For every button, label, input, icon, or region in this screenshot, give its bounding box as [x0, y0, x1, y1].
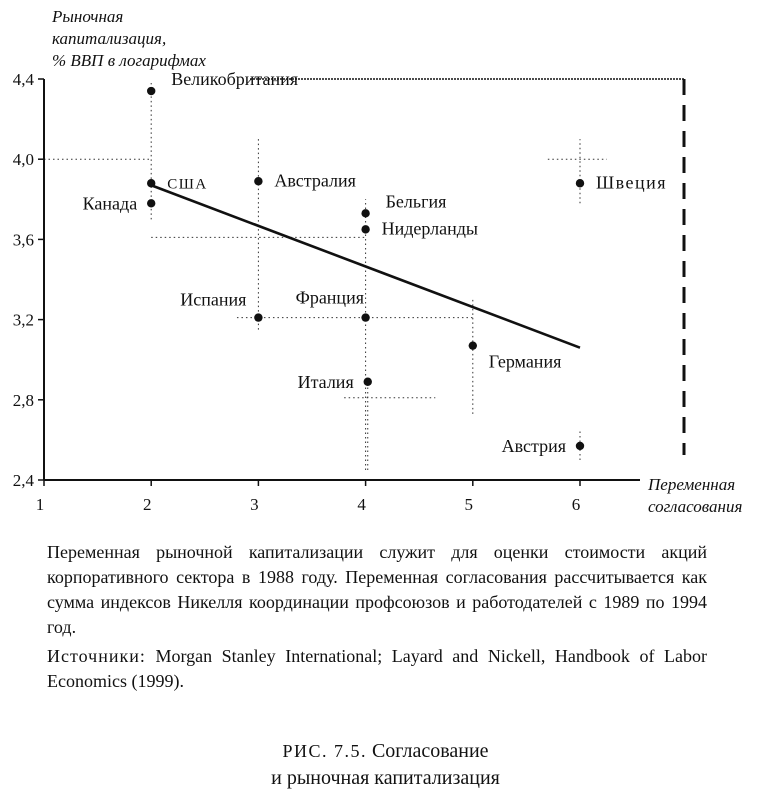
y-tick-label-5: 4,4 — [12, 70, 34, 89]
sources-label: Источники: — [47, 646, 146, 666]
sources-text: Morgan Stanley International; Layard and Nickell, Handbook of Labor Economics (1999). — [47, 646, 708, 691]
point-label-4: Бельгия — [385, 191, 447, 212]
figure-title-line-1: Согласование — [371, 740, 489, 762]
data-point-5 — [361, 225, 369, 233]
figure-caption — [47, 540, 707, 698]
caption-note: Переменная рыночной капитализации служит для оценки стоимости акций корпоративного сектора в 1988 году. Переменная согласования рассчитывается как сумма индексов Никелля координации профсоюзов и работодателей с 1989 по 1994 год. — [47, 542, 707, 637]
y-axis-label — [51, 7, 206, 70]
figure-title — [0, 738, 771, 792]
point-label-6: Испания — [180, 289, 247, 310]
point-label-8: Германия — [488, 351, 562, 372]
y-tick-label-0: 2,4 — [12, 471, 34, 490]
x-axis-label-line-2: согласования — [648, 497, 743, 516]
data-point-7 — [361, 313, 369, 321]
point-label-3: Австралия — [274, 170, 356, 191]
x-tick-label-1: 2 — [142, 495, 152, 514]
crosshair-layer — [44, 83, 607, 470]
data-point-4 — [361, 209, 369, 217]
y-axis-label-line-2: капитализация, — [52, 29, 167, 48]
data-point-6 — [254, 313, 262, 321]
point-label-9: Италия — [297, 371, 354, 392]
data-point-11 — [576, 442, 584, 450]
y-tick-label-4: 4,0 — [12, 150, 34, 170]
point-label-0: Великобритания — [171, 69, 299, 90]
y-axis-label-line-1: Рыночная — [52, 7, 124, 26]
x-tick-label-0: 1 — [35, 495, 45, 514]
data-point-3 — [254, 177, 262, 185]
y-tick-label-2: 3,2 — [12, 310, 34, 330]
point-label-5: Нидерланды — [381, 218, 479, 239]
x-tick-label-2: 3 — [250, 495, 259, 514]
data-point-1 — [147, 179, 155, 187]
caption-sources — [47, 644, 707, 694]
point-label-7: Франция — [295, 287, 364, 308]
figure-title-line-2: и рыночная капитализация — [271, 767, 500, 789]
x-tick-label-5: 6 — [571, 495, 581, 514]
data-points — [83, 69, 667, 456]
x-tick-label-3: 4 — [357, 495, 366, 514]
x-axis-label — [647, 475, 742, 516]
y-axis-label-line-3: % ВВП в логарифмах — [52, 51, 206, 70]
x-tick-label-4: 5 — [464, 495, 474, 514]
point-label-11: Австрия — [501, 435, 566, 456]
figure-number: РИС. 7.5. — [282, 741, 367, 761]
chart-frame — [44, 79, 684, 480]
data-point-10 — [576, 179, 584, 187]
data-point-9 — [364, 378, 372, 386]
data-point-2 — [147, 199, 155, 207]
x-axis-label-line-1: Переменная — [648, 475, 736, 494]
point-label-1: США — [167, 176, 208, 193]
y-tick-label-3: 3,6 — [12, 230, 34, 250]
point-label-10: Швеция — [596, 172, 668, 193]
point-label-2: Канада — [82, 193, 138, 214]
y-tick-label-1: 2,8 — [12, 390, 34, 410]
data-point-8 — [469, 341, 477, 349]
data-point-0 — [147, 87, 155, 95]
